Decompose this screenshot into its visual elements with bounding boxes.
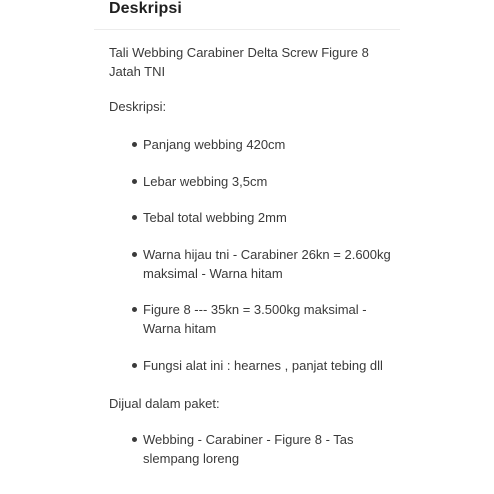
list-item-text: Lebar webbing 3,5cm bbox=[143, 174, 268, 189]
bullet-icon bbox=[132, 215, 137, 220]
list-item-text: Panjang webbing 420cm bbox=[143, 137, 286, 152]
list-item-text: Warna hijau tni - Carabiner 26kn = 2.600kg maksimal - Warna hitam bbox=[143, 247, 391, 281]
bullet-icon bbox=[132, 307, 137, 312]
list-item-text: Fungsi alat ini : hearnes , panjat tebing dll bbox=[143, 358, 383, 373]
bullet-icon bbox=[132, 363, 137, 368]
bullet-icon bbox=[132, 252, 137, 257]
bullet-icon bbox=[132, 142, 137, 147]
bullet-icon bbox=[132, 437, 137, 442]
list-item-text: Figure 8 --- 35kn = 3.500kg maksimal - Warna hitam bbox=[143, 302, 367, 336]
package-label: Dijual dalam paket: bbox=[109, 396, 220, 411]
product-name: Tali Webbing Carabiner Delta Screw Figure 8 Jatah TNI bbox=[109, 45, 369, 79]
list-item-text: Tebal total webbing 2mm bbox=[143, 210, 287, 225]
bullet-icon bbox=[132, 179, 137, 184]
section-divider bbox=[94, 29, 400, 30]
list-item-text: Webbing - Carabiner - Figure 8 - Tas slempang loreng bbox=[143, 432, 354, 466]
section-title: Deskripsi bbox=[109, 0, 182, 17]
description-label: Deskripsi: bbox=[109, 99, 167, 114]
